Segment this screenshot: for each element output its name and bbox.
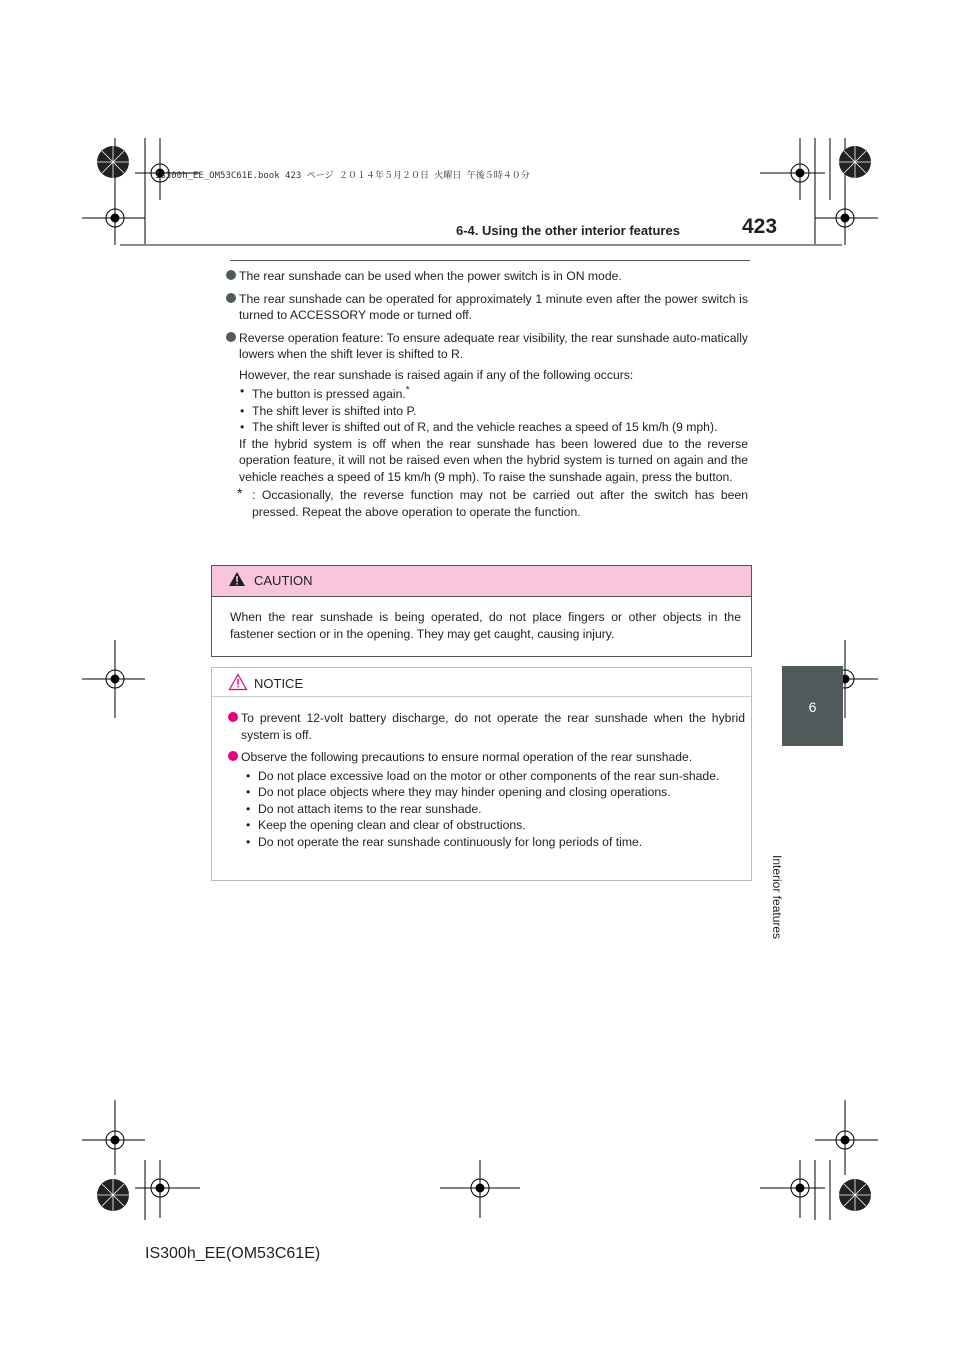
- notice-body: [212, 697, 751, 850]
- footnote-text: : Occasionally, the reverse function may not be carried out after the switch has been pressed. Repeat the above operation to operate the function.: [252, 488, 748, 519]
- bullet-icon: [226, 293, 236, 303]
- notice-title: NOTICE: [254, 676, 304, 691]
- dot-icon: •: [246, 785, 251, 799]
- dot-icon: •: [246, 801, 251, 816]
- header-rule: [120, 244, 842, 246]
- notice-sub-item: [228, 768, 745, 785]
- bullet-text: Observe the following precautions to ensure normal operation of the rear sunshade.: [241, 750, 693, 764]
- sub-item-text: Do not place objects where they may hinder opening and closing operations.: [258, 785, 671, 799]
- dot-icon: •: [240, 384, 245, 398]
- dot-icon: •: [240, 403, 245, 418]
- sub-item-text: Do not attach items to the rear sunshade.: [258, 801, 482, 816]
- page-number: 423: [742, 215, 778, 238]
- dot-icon: •: [246, 818, 251, 832]
- chapter-tab: [782, 666, 843, 746]
- dot-icon: •: [240, 420, 245, 435]
- warning-icon: [228, 571, 246, 587]
- caution-header: [212, 566, 751, 597]
- notice-sub-item: [228, 784, 745, 801]
- body-content: [226, 268, 748, 520]
- dot-icon: •: [246, 834, 251, 849]
- footnote-marker: *: [237, 485, 243, 502]
- chapter-number: 6: [808, 699, 817, 715]
- follow-text: However, the rear sunshade is raised again if any of the following occurs:: [239, 367, 634, 382]
- print-header: IS300h_EE_OM53C61E.book 423 ページ ２０１４年５月２０日 火曜日 午後５時４０分: [155, 171, 530, 181]
- bullet-icon: [228, 712, 238, 722]
- footnote: [226, 487, 748, 520]
- bullet-item: [226, 291, 748, 324]
- bullet-text: The rear sunshade can be operated for approximately 1 minute even after the power switch is turned to ACCESSORY mode or turned off.: [239, 291, 748, 322]
- notice-bullet-item: [228, 749, 745, 766]
- footnote-marker: *: [405, 385, 410, 396]
- bullet-icon: [228, 751, 238, 761]
- dot-icon: •: [246, 768, 251, 783]
- sub-item-text: The shift lever is shifted out of R, and the vehicle reaches a speed of 15 km/h (9 mph).: [252, 420, 718, 435]
- notice-sub-item: [228, 801, 745, 818]
- sub-item-text: The shift lever is shifted into P.: [252, 403, 417, 418]
- sub-item-text: Keep the opening clean and clear of obstructions.: [258, 818, 526, 832]
- bullet-item: [226, 330, 748, 363]
- content-rule: [230, 260, 750, 261]
- bullet-text: The rear sunshade can be used when the power switch is in ON mode.: [239, 269, 622, 283]
- bullet-text: To prevent 12-volt battery discharge, do not operate the rear sunshade when the hybrid system is off.: [241, 711, 745, 742]
- caution-box: [211, 565, 752, 657]
- notice-sub-item: [228, 834, 745, 851]
- bullet-text: Reverse operation feature: To ensure adequate rear visibility, the rear sunshade auto-matically lowers when the shift lever is shifted to R.: [239, 330, 748, 361]
- bullet-icon: [226, 270, 236, 280]
- sub-item-text: The button is pressed again.: [252, 387, 406, 402]
- caution-text: When the rear sunshade is being operated, do not place fingers or other objects in the fastener section or in the opening. They may get caught, causing injury.: [230, 610, 741, 641]
- notice-sub-item: [228, 817, 745, 834]
- caution-title: CAUTION: [254, 573, 313, 588]
- bullet-item: [226, 268, 748, 285]
- notice-box: [211, 667, 752, 881]
- notice-header: [212, 668, 751, 697]
- hybrid-note: If the hybrid system is off when the rear sunshade has been lowered due to the reverse operation feature, it will not be raised even when the hybrid system is turned on again and the vehicle reaches a speed of 15 km/h (9 mph). To raise the sunshade again, press the button.: [239, 436, 748, 484]
- chapter-label: [770, 760, 804, 940]
- sub-item: [226, 383, 748, 403]
- sub-item-text: Do not place excessive load on the motor or other components of the rear sun-shade.: [258, 768, 720, 783]
- chapter-label-text: Interior features: [770, 855, 784, 940]
- bullet-icon: [226, 332, 236, 342]
- warning-outline-icon: [228, 673, 248, 691]
- notice-bullet-item: [228, 710, 745, 743]
- sub-item: [226, 419, 748, 436]
- manual-code: IS300h_EE(OM53C61E): [145, 1245, 321, 1262]
- sub-item-text: Do not operate the rear sunshade continuously for long periods of time.: [258, 834, 643, 849]
- sub-item: [226, 403, 748, 420]
- section-title: 6-4. Using the other interior features: [456, 223, 680, 238]
